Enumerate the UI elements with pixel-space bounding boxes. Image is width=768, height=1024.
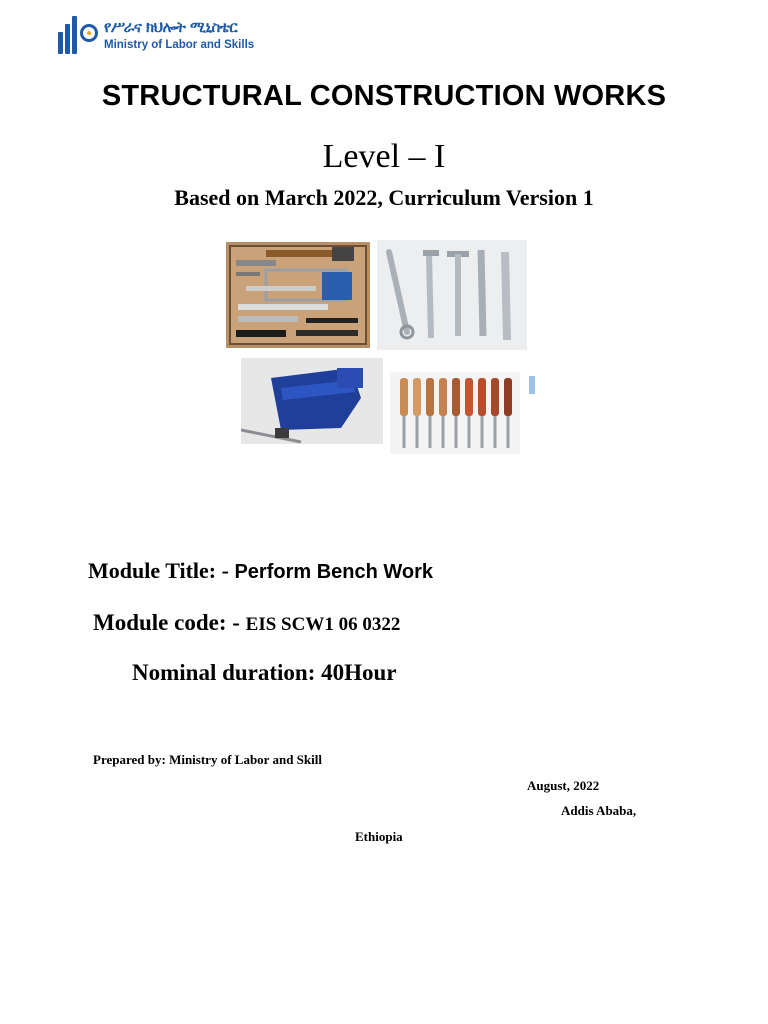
module-code-value: EIS SCW1 06 0322 — [245, 614, 401, 635]
module-code — [93, 610, 400, 636]
spanners-chart-image — [377, 240, 527, 350]
level-heading: Level – I — [322, 138, 446, 175]
publication-country: Ethiopia — [355, 829, 403, 844]
publication-date: August, 2022 — [527, 778, 600, 793]
publication-city: Addis Ababa, — [561, 803, 637, 818]
prepared-by: Prepared by: Ministry of Labor and Skill — [93, 752, 322, 767]
ministry-logo — [58, 12, 258, 56]
module-title-label: Module Title: - — [88, 558, 235, 583]
wood-chisels-image — [390, 372, 520, 454]
hand-tools-set-image — [226, 242, 370, 348]
module-title — [88, 558, 433, 584]
logo-amharic-name: የሥራና ክህሎት ሚኒስቴር — [104, 18, 238, 36]
nominal-duration: Nominal duration: 40Hour — [132, 660, 397, 685]
document-title: STRUCTURAL CONSTRUCTION WORKS — [101, 80, 667, 112]
logo-english-name: Ministry of Labor and Skills — [104, 39, 255, 51]
module-title-value: Perform Bench Work — [234, 561, 434, 583]
blue-marker — [529, 376, 535, 394]
bench-vise-image — [241, 358, 383, 444]
module-code-label: Module code: - — [93, 610, 246, 635]
curriculum-subtitle: Based on March 2022, Curriculum Version 1 — [174, 185, 594, 210]
ministry-logo-icon — [58, 12, 100, 56]
gear-icon — [80, 24, 98, 42]
